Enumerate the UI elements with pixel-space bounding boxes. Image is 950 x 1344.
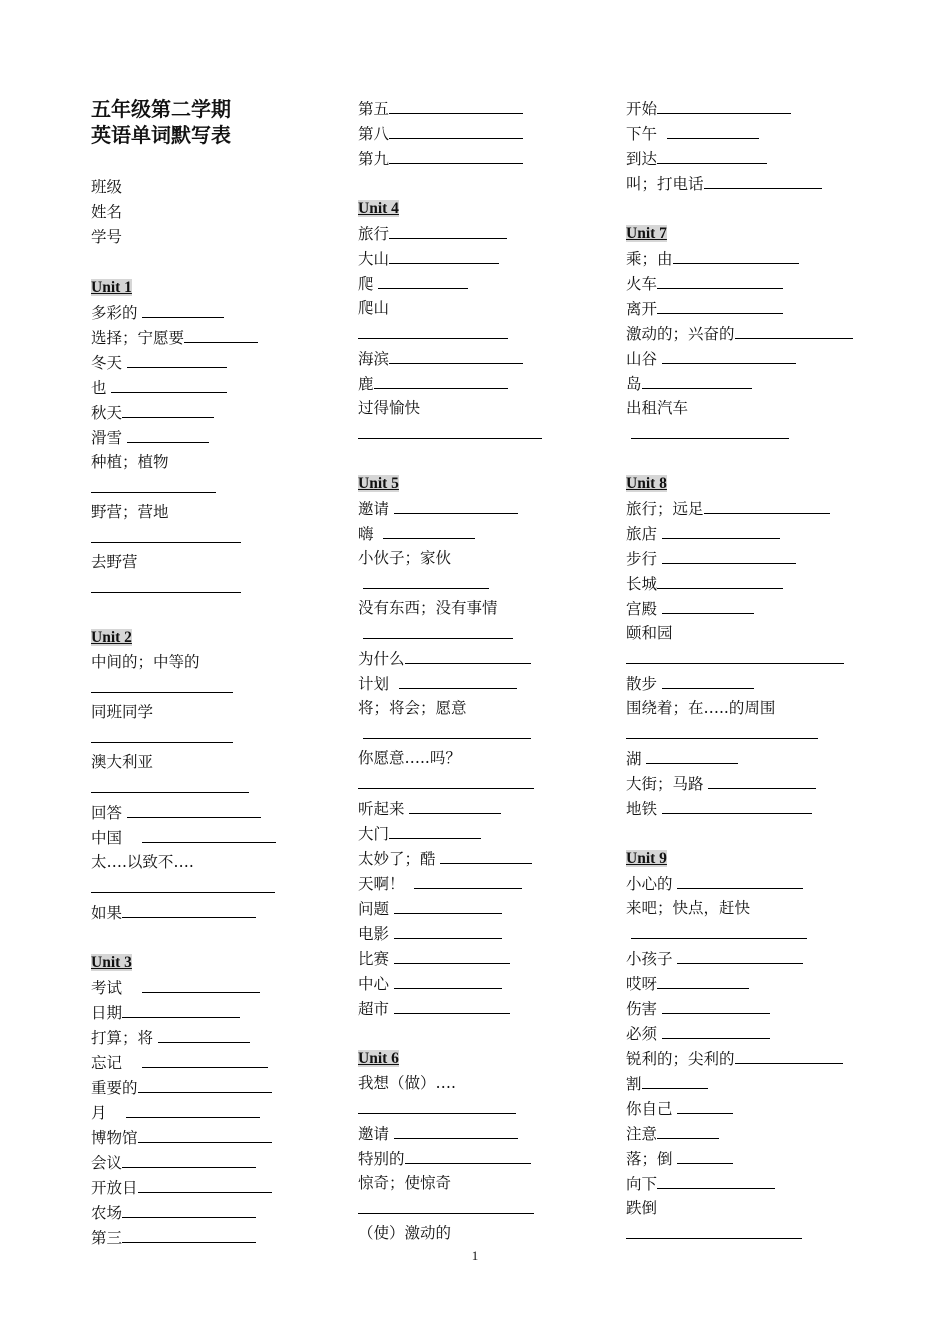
- word-prompt: 天啊！: [358, 875, 405, 893]
- answer-blank[interactable]: [122, 900, 256, 918]
- answer-blank[interactable]: [91, 575, 241, 593]
- word-prompt: 必须: [626, 1025, 658, 1043]
- word-prompt: 步行: [626, 550, 658, 568]
- answer-blank[interactable]: [389, 96, 523, 114]
- word-prompt: 岛: [626, 375, 642, 393]
- answer-blank[interactable]: [405, 1146, 531, 1164]
- word-prompt: 海滨: [358, 350, 390, 368]
- answer-blank[interactable]: [389, 221, 507, 239]
- answer-blank[interactable]: [378, 271, 468, 289]
- word-prompt: 野营；营地: [91, 503, 169, 521]
- answer-blank[interactable]: [409, 796, 501, 814]
- answer-blank[interactable]: [662, 596, 754, 614]
- word-prompt: 湖: [626, 750, 642, 768]
- answer-blank[interactable]: [91, 525, 241, 543]
- unit-1-heading: Unit 1: [91, 279, 132, 296]
- word-prompt: 旅行: [358, 225, 390, 243]
- answer-blank[interactable]: [111, 375, 227, 393]
- answer-blank[interactable]: [138, 1175, 272, 1193]
- word-prompt: 打算；将: [91, 1029, 154, 1047]
- word-prompt: 地铁: [626, 800, 658, 818]
- word-prompt: 注意: [626, 1125, 658, 1143]
- word-prompt: 开始: [626, 100, 658, 118]
- student-id-label: 学号: [91, 228, 123, 246]
- word-prompt: 问题: [358, 900, 390, 918]
- word-prompt: 落；倒: [626, 1150, 673, 1168]
- word-prompt: 爬: [358, 275, 374, 293]
- answer-blank[interactable]: [122, 1150, 256, 1168]
- word-prompt: 割: [626, 1075, 642, 1093]
- answer-blank[interactable]: [394, 496, 518, 514]
- word-prompt: 种植；植物: [91, 453, 169, 471]
- page-number: 1: [471, 1248, 479, 1263]
- word-prompt: 你自己: [626, 1100, 673, 1118]
- answer-blank[interactable]: [662, 996, 770, 1014]
- word-prompt: 计划: [358, 675, 390, 693]
- answer-blank[interactable]: [642, 371, 752, 389]
- answer-blank[interactable]: [142, 825, 276, 843]
- column-3: [626, 96, 926, 1246]
- word-prompt: 多彩的: [91, 304, 138, 322]
- answer-blank[interactable]: [122, 400, 214, 418]
- word-prompt: （使）激动的: [358, 1224, 452, 1242]
- word-prompt: 跌倒: [626, 1199, 658, 1217]
- answer-blank[interactable]: [704, 496, 830, 514]
- answer-blank[interactable]: [405, 646, 531, 664]
- word-prompt: 惊奇；使惊奇: [358, 1174, 452, 1192]
- column-2: [358, 96, 608, 1246]
- word-prompt: 滑雪: [91, 429, 123, 447]
- answer-blank[interactable]: [127, 350, 227, 368]
- answer-blank[interactable]: [414, 871, 522, 889]
- word-prompt: 大门: [358, 825, 390, 843]
- answer-blank[interactable]: [657, 271, 783, 289]
- unit-2-heading: Unit 2: [91, 629, 132, 646]
- answer-blank[interactable]: [657, 96, 791, 114]
- answer-blank[interactable]: [708, 771, 816, 789]
- answer-blank[interactable]: [389, 821, 481, 839]
- word-prompt: 听起来: [358, 800, 405, 818]
- answer-blank[interactable]: [389, 121, 523, 139]
- answer-blank[interactable]: [138, 1125, 272, 1143]
- word-prompt: 博物馆: [91, 1129, 138, 1147]
- answer-blank[interactable]: [138, 1075, 272, 1093]
- answer-blank[interactable]: [662, 346, 796, 364]
- word-prompt: 农场: [91, 1204, 123, 1222]
- answer-blank[interactable]: [626, 646, 844, 664]
- answer-blank[interactable]: [677, 1096, 733, 1114]
- word-prompt: 邀请: [358, 500, 390, 518]
- answer-blank[interactable]: [122, 1200, 256, 1218]
- answer-blank[interactable]: [735, 1046, 843, 1064]
- word-prompt: 超市: [358, 1000, 390, 1018]
- answer-blank[interactable]: [158, 1025, 250, 1043]
- word-prompt: 会议: [91, 1154, 123, 1172]
- word-prompt: 小心的: [626, 875, 673, 893]
- answer-blank[interactable]: [626, 1221, 802, 1239]
- word-prompt: 如果: [91, 904, 123, 922]
- unit-8-heading: Unit 8: [626, 475, 667, 492]
- word-prompt: 中国: [91, 829, 123, 847]
- answer-blank[interactable]: [91, 475, 216, 493]
- word-prompt: 乘；由: [626, 250, 673, 268]
- answer-blank[interactable]: [91, 875, 275, 893]
- answer-blank[interactable]: [358, 1096, 516, 1114]
- answer-blank[interactable]: [657, 1171, 775, 1189]
- word-prompt: 忘记: [91, 1054, 123, 1072]
- answer-blank[interactable]: [735, 321, 853, 339]
- word-prompt: 第八: [358, 125, 390, 143]
- word-prompt: 长城: [626, 575, 658, 593]
- word-prompt: 嗨: [358, 525, 374, 543]
- answer-blank[interactable]: [142, 300, 224, 318]
- answer-blank[interactable]: [126, 1100, 260, 1118]
- answer-blank[interactable]: [363, 621, 513, 639]
- answer-blank[interactable]: [394, 1121, 518, 1139]
- answer-blank[interactable]: [127, 425, 209, 443]
- answer-blank[interactable]: [642, 1071, 708, 1089]
- answer-blank[interactable]: [673, 246, 799, 264]
- word-prompt: 比赛: [358, 950, 390, 968]
- word-prompt: 我想（做）….: [358, 1074, 456, 1092]
- answer-blank[interactable]: [91, 675, 233, 693]
- word-prompt: 将；将会；愿意: [358, 699, 467, 717]
- answer-blank[interactable]: [394, 946, 510, 964]
- answer-blank[interactable]: [631, 421, 789, 439]
- answer-blank[interactable]: [657, 146, 767, 164]
- unit-6-heading: Unit 6: [358, 1050, 399, 1067]
- word-prompt: 散步: [626, 675, 658, 693]
- word-prompt: 也: [91, 379, 107, 397]
- word-prompt: 开放日: [91, 1179, 138, 1197]
- unit-7-heading: Unit 7: [626, 225, 667, 242]
- answer-blank[interactable]: [389, 246, 499, 264]
- word-prompt: 没有东西；没有事情: [358, 599, 498, 617]
- answer-blank[interactable]: [440, 846, 532, 864]
- answer-blank[interactable]: [91, 775, 249, 793]
- answer-blank[interactable]: [662, 546, 796, 564]
- answer-blank[interactable]: [394, 971, 502, 989]
- answer-blank[interactable]: [358, 421, 542, 439]
- column-1: [91, 96, 341, 1250]
- word-prompt: 到达: [626, 150, 658, 168]
- answer-blank[interactable]: [677, 1146, 733, 1164]
- word-prompt: 月: [91, 1104, 107, 1122]
- word-prompt: 澳大利亚: [91, 753, 154, 771]
- answer-blank[interactable]: [646, 746, 738, 764]
- word-prompt: 冬天: [91, 354, 123, 372]
- answer-blank[interactable]: [662, 521, 780, 539]
- answer-blank[interactable]: [184, 325, 258, 343]
- answer-blank[interactable]: [677, 946, 803, 964]
- answer-blank[interactable]: [662, 1021, 770, 1039]
- answer-blank[interactable]: [127, 800, 261, 818]
- word-prompt: 小伙子；家伙: [358, 549, 452, 567]
- word-prompt: 为什么: [358, 650, 405, 668]
- name-label: 姓名: [91, 203, 123, 221]
- answer-blank[interactable]: [142, 975, 260, 993]
- word-prompt: 中间的；中等的: [91, 653, 200, 671]
- answer-blank[interactable]: [358, 1196, 534, 1214]
- word-prompt: 太….以致不….: [91, 853, 194, 871]
- word-prompt: 第三: [91, 1229, 123, 1247]
- word-prompt: 山谷: [626, 350, 658, 368]
- answer-blank[interactable]: [363, 571, 489, 589]
- word-prompt: 旅行；远足: [626, 500, 704, 518]
- class-label: 班级: [91, 178, 123, 196]
- word-prompt: 回答: [91, 804, 123, 822]
- word-prompt: 围绕着；在…..的周围: [626, 699, 776, 717]
- answer-blank[interactable]: [657, 296, 783, 314]
- word-prompt: 下午: [626, 125, 658, 143]
- answer-blank[interactable]: [657, 1121, 719, 1139]
- word-prompt: 第九: [358, 150, 390, 168]
- word-prompt: 哎呀: [626, 975, 658, 993]
- answer-blank[interactable]: [383, 521, 475, 539]
- answer-blank[interactable]: [662, 671, 754, 689]
- word-prompt: 电影: [358, 925, 390, 943]
- answer-blank[interactable]: [657, 571, 783, 589]
- page-title-line-1: 五年级第二学期: [91, 97, 231, 121]
- word-prompt: 伤害: [626, 1000, 658, 1018]
- answer-blank[interactable]: [91, 725, 233, 743]
- answer-blank[interactable]: [662, 796, 812, 814]
- word-prompt: 大山: [358, 250, 390, 268]
- answer-blank[interactable]: [389, 146, 523, 164]
- word-prompt: 第五: [358, 100, 390, 118]
- word-prompt: 爬山: [358, 299, 390, 317]
- word-prompt: 去野营: [91, 553, 138, 571]
- word-prompt: 向下: [626, 1175, 658, 1193]
- word-prompt: 火车: [626, 275, 658, 293]
- answer-blank[interactable]: [631, 921, 807, 939]
- word-prompt: 旅店: [626, 525, 658, 543]
- answer-blank[interactable]: [657, 971, 749, 989]
- answer-blank[interactable]: [122, 1225, 256, 1243]
- word-prompt: 叫；打电话: [626, 175, 704, 193]
- answer-blank[interactable]: [394, 921, 502, 939]
- unit-5-heading: Unit 5: [358, 475, 399, 492]
- unit-4-heading: Unit 4: [358, 200, 399, 217]
- word-prompt: 锐利的；尖利的: [626, 1050, 735, 1068]
- word-prompt: 颐和园: [626, 624, 673, 642]
- answer-blank[interactable]: [358, 771, 534, 789]
- answer-blank[interactable]: [394, 996, 510, 1014]
- word-prompt: 宫殿: [626, 600, 658, 618]
- word-prompt: 中心: [358, 975, 390, 993]
- word-prompt: 考试: [91, 979, 123, 997]
- word-prompt: 激动的；兴奋的: [626, 325, 735, 343]
- word-prompt: 鹿: [358, 375, 374, 393]
- answer-blank[interactable]: [363, 721, 531, 739]
- answer-blank[interactable]: [122, 1000, 240, 1018]
- word-prompt: 出租汽车: [626, 399, 689, 417]
- page-title-line-2: 英语单词默写表: [91, 123, 231, 147]
- word-prompt: 来吧；快点，赶快: [626, 899, 751, 917]
- word-prompt: 过得愉快: [358, 399, 421, 417]
- answer-blank[interactable]: [677, 871, 803, 889]
- answer-blank[interactable]: [626, 721, 818, 739]
- answer-blank[interactable]: [399, 671, 517, 689]
- word-prompt: 小孩子: [626, 950, 673, 968]
- answer-blank[interactable]: [667, 121, 759, 139]
- word-prompt: 秋天: [91, 404, 123, 422]
- unit-3-heading: Unit 3: [91, 954, 132, 971]
- word-prompt: 选择；宁愿要: [91, 329, 185, 347]
- word-prompt: 日期: [91, 1004, 123, 1022]
- answer-blank[interactable]: [704, 171, 822, 189]
- answer-blank[interactable]: [389, 346, 523, 364]
- answer-blank[interactable]: [358, 321, 508, 339]
- word-prompt: 邀请: [358, 1125, 390, 1143]
- word-prompt: 大街；马路: [626, 775, 704, 793]
- word-prompt: 你愿意…..吗？: [358, 749, 461, 767]
- answer-blank[interactable]: [374, 371, 508, 389]
- word-prompt: 同班同学: [91, 703, 154, 721]
- unit-9-heading: Unit 9: [626, 850, 667, 867]
- word-prompt: 特别的: [358, 1150, 405, 1168]
- answer-blank[interactable]: [394, 896, 502, 914]
- word-prompt: 重要的: [91, 1079, 138, 1097]
- word-prompt: 太妙了；酷: [358, 850, 436, 868]
- word-prompt: 离开: [626, 300, 658, 318]
- answer-blank[interactable]: [142, 1050, 268, 1068]
